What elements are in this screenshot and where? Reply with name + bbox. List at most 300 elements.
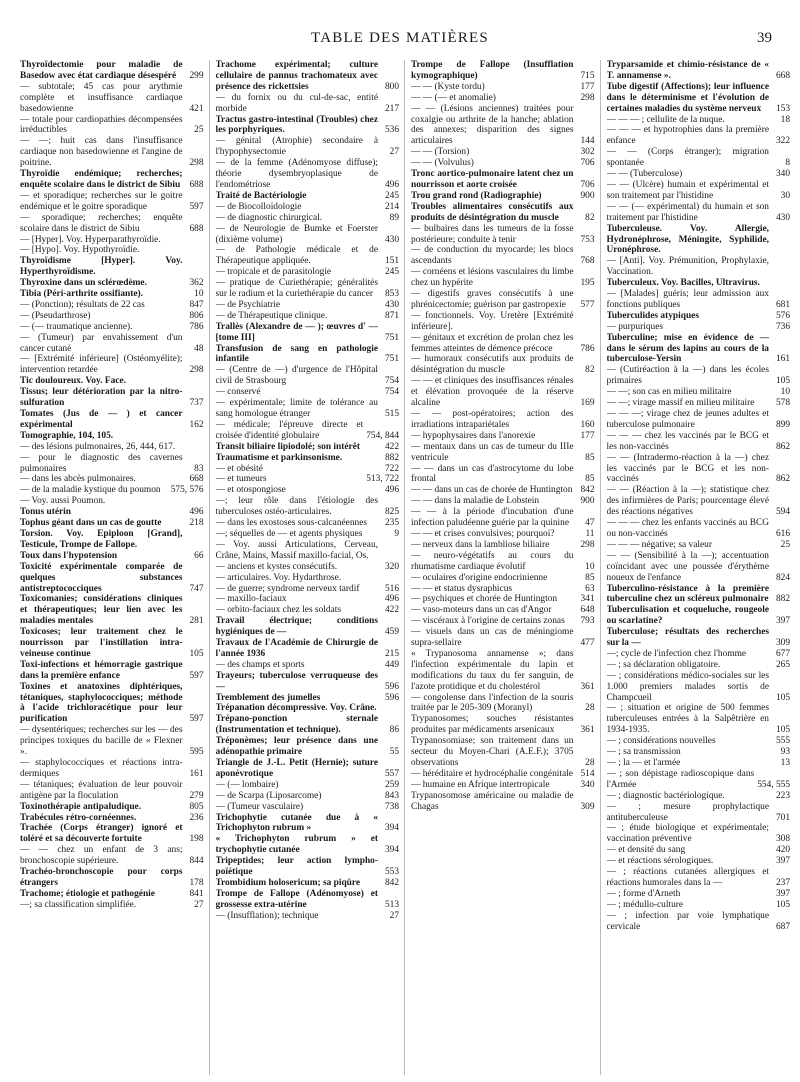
index-entry — [216, 442, 400, 453]
entry-page-ref: 736 — [775, 321, 790, 332]
entry-text: — pratique de Curiethérapie; généralités sur le radium et la curiethérapie du cancer — [215, 278, 378, 300]
entry-text: Trabécules rétro-cornéennes. — [20, 812, 137, 823]
entry-page-ref: 299 — [189, 70, 204, 81]
entry-text: Toxicomanies; considérations cliniques et thérapeutiques; leur lien avec les maladies mentales — [20, 594, 183, 627]
entry-text: — hypophysaires dans l'anorexie — [411, 430, 536, 441]
entry-page-ref: 161 — [189, 768, 204, 779]
entry-page-ref: 701 — [775, 812, 790, 823]
entry-text: Tronc aortico-pulmonaire latent chez un nourrisson et aorte croisée — [411, 169, 574, 190]
entry-text: Thyroxine dans un sclérœdème. — [20, 278, 147, 289]
entry-text: — — post-opératoires; action des irradiations intrapariétales — [411, 409, 574, 430]
index-entry — [607, 823, 791, 845]
entry-text: — (Pseudarthrose) — [20, 310, 91, 321]
entry-page-ref: 340 — [775, 169, 790, 180]
entry-page-ref: 595 — [189, 747, 204, 758]
index-entry — [607, 431, 791, 453]
index-entry — [216, 758, 400, 780]
entry-text: — des lésions pulmonaires, 26, 444, 617. — [20, 441, 176, 452]
entry-page-ref: 11 — [585, 528, 595, 539]
index-entry — [607, 387, 791, 398]
entry-page-ref: 747 — [189, 583, 204, 594]
index-entry — [607, 365, 791, 387]
entry-page-ref: 862 — [775, 441, 790, 452]
entry-page-ref: 151 — [384, 256, 399, 267]
entry-page-ref: 361 — [580, 725, 595, 736]
index-entry — [216, 911, 400, 922]
entry-page-ref: 842 — [580, 485, 595, 496]
entry-page-ref: 871 — [384, 310, 399, 321]
entry-page-ref: 25 — [194, 125, 204, 136]
index-entry — [411, 594, 595, 605]
entry-text: — expérimentale; limite de tolérance au sang homologue étranger — [215, 398, 378, 419]
entry-text: — visuels dans un cas de méningiome supra-sellaire — [411, 627, 574, 649]
entry-page-ref: 237 — [775, 877, 790, 888]
entry-page-ref: 217 — [384, 103, 399, 114]
entry-text: — — (Lésions anciennes) traitées pour coxalgie ou arthrite de la hanche; ablation des annexes; disparition des signes articulaires — [411, 103, 574, 147]
entry-page-ref: 341 — [580, 594, 595, 605]
index-column-2 — [216, 60, 406, 1075]
entry-text: — — chez un enfant de 3 ans; bronchoscopie supérieure. — [20, 845, 183, 867]
entry-text: — —; huit cas dans l'insuffisance cardiaque non basedowienne et l'angine de poitrine. — [20, 136, 183, 169]
index-entry — [411, 507, 595, 529]
entry-page-ref: 422 — [384, 441, 399, 452]
entry-page-ref: 85 — [585, 474, 595, 485]
index-entry — [20, 387, 204, 409]
entry-text: — vaso-moteurs dans un cas d'Angor — [411, 605, 552, 616]
index-entry — [216, 278, 400, 300]
index-entry — [216, 322, 400, 344]
entry-text: Thyroïdectomie pour maladie de Basedow avec état cardiaque désespéré — [20, 60, 183, 81]
entry-page-ref: 162 — [189, 419, 204, 430]
entry-page-ref: 514 — [580, 768, 595, 779]
entry-text: — et obésité — [215, 463, 263, 474]
index-entry — [216, 802, 400, 813]
entry-text: Traité de Bactériologie — [215, 190, 307, 201]
index-entry — [411, 529, 595, 540]
index-columns — [20, 60, 790, 1075]
entry-text: — tropicale et de parasitologie — [215, 267, 332, 278]
index-entry — [607, 278, 791, 289]
index-entry — [411, 693, 595, 715]
index-entry — [20, 409, 204, 431]
entry-page-ref: 825 — [384, 507, 399, 518]
index-entry — [216, 518, 400, 529]
entry-text: — et sporadique; recherches sur le goitre endémique et le goitre sporadique — [20, 190, 183, 212]
entry-text: — nerveux dans la lambliose biliaire — [411, 539, 550, 550]
index-entry — [216, 594, 400, 605]
index-entry — [607, 889, 791, 900]
entry-page-ref: 496 — [384, 485, 399, 496]
entry-page-ref: 259 — [384, 779, 399, 790]
index-entry — [216, 703, 400, 714]
index-entry — [607, 802, 791, 824]
entry-text: Transit biliaire lipiodolé; son intérêt — [215, 441, 360, 452]
entry-text: — subtotale; 45 cas pour arythmie complète et insuffisance cardiaque basedowienne — [20, 81, 183, 114]
entry-text: — de conduction du myocarde; les blocs ascendants — [411, 245, 574, 267]
entry-page-ref: 553 — [384, 867, 399, 878]
entry-text: Trépano-ponction sternale (Instrumentation et technique). — [215, 714, 378, 736]
index-entry — [607, 758, 791, 769]
entry-page-ref: 841 — [189, 888, 204, 899]
index-entry — [20, 453, 204, 475]
entry-text: Trypanosomes; souches résistantes produites par médicaments arsenicaux — [411, 714, 574, 736]
entry-page-ref: 597 — [189, 670, 204, 681]
entry-text: — et densité du sang — [606, 845, 686, 856]
entry-text: Triangle de J.-L. Petit (Hernie); suture aponévrotique — [215, 758, 378, 779]
entry-text: Tuberculose; résultats des recherches sur la — — [606, 627, 769, 649]
entry-page-ref: 160 — [580, 419, 595, 430]
entry-text: Thyroïdie endémique; recherches; enquête scolaire dans le district de Sibiu — [20, 169, 183, 190]
entry-page-ref: 298 — [580, 539, 595, 550]
index-entry — [20, 823, 204, 845]
index-entry — [411, 616, 595, 627]
entry-text: — ; sa transmission — [606, 747, 681, 758]
entry-page-ref: 513 — [384, 899, 399, 910]
entry-page-ref: 786 — [580, 343, 595, 354]
index-entry — [20, 496, 204, 507]
entry-text: — — et cliniques des insuffisances rénales et élévation provoquée de la réserve alcaline — [411, 376, 574, 409]
entry-page-ref: 105 — [775, 692, 790, 703]
entry-text: — de Biocolloïdologie — [215, 201, 302, 212]
index-entry — [411, 245, 595, 267]
entry-text: — ; infection par voie lymphatique cervicale — [606, 910, 769, 932]
index-entry — [607, 671, 791, 704]
entry-text: — —; virage massif en milieu militaire — [606, 398, 755, 409]
entry-text: — — (Kyste tordu) — [411, 81, 485, 92]
entry-page-ref: 215 — [384, 648, 399, 659]
entry-page-ref: 516 — [384, 583, 399, 594]
entry-text: — [Hyper]. Voy. Hyperparathyroïdie. — [20, 234, 161, 245]
index-entry — [607, 856, 791, 867]
entry-text: — tétaniques; évaluation de leur pouvoir antigène par la floculation — [20, 779, 183, 801]
index-entry — [607, 605, 791, 627]
index-entry — [20, 725, 204, 758]
index-entry — [20, 245, 204, 256]
entry-page-ref: 362 — [189, 278, 204, 289]
entry-page-ref: 397 — [775, 856, 790, 867]
index-entry — [607, 409, 791, 431]
index-entry — [216, 660, 400, 671]
entry-text: — neuro-végétatifs au cours du rhumatisme cardiaque évolutif — [411, 550, 574, 572]
entry-page-ref: 688 — [189, 179, 204, 190]
entry-text: — viscéraux à l'origine de certains zonas — [411, 616, 565, 627]
entry-text: — ; considérations nouvelles — [606, 736, 716, 747]
entry-page-ref: 449 — [384, 659, 399, 670]
entry-text: — — (Ulcère) humain et expérimental et son traitement par l'histidine — [606, 179, 769, 201]
entry-text: Trépanation décompressive. Voy. Crâne. — [215, 703, 377, 714]
index-entry — [411, 93, 595, 104]
entry-text: — héréditaire et hydrocéphalie congénitale — [411, 768, 573, 779]
index-entry — [216, 638, 400, 660]
entry-text: — Voy. aussi Poumon. — [20, 496, 106, 507]
index-entry — [607, 584, 791, 606]
entry-page-ref: 677 — [775, 648, 790, 659]
index-entry — [411, 431, 595, 442]
entry-text: Toxicité expérimentale comparée de quelques substances antistreptococciques — [20, 561, 183, 594]
entry-page-ref: 214 — [384, 201, 399, 212]
entry-page-ref: 236 — [189, 812, 204, 823]
index-entry — [607, 180, 791, 202]
index-entry — [216, 573, 400, 584]
index-entry — [216, 420, 400, 442]
entry-text: — — (Tuberculose) — [606, 169, 683, 180]
entry-page-ref: 753 — [580, 234, 595, 245]
entry-text: Toux dans l'hypotension — [20, 550, 118, 561]
entry-page-ref: 430 — [384, 299, 399, 310]
index-entry — [607, 169, 791, 180]
entry-text: — ; mesure prophylactique antituberculeuse — [606, 801, 769, 823]
entry-page-ref: 862 — [775, 474, 790, 485]
entry-text: — anciens et kystes consécutifs. — [215, 561, 338, 572]
entry-page-ref: 105 — [775, 376, 790, 387]
entry-text: Tremblement des jumelles — [215, 692, 321, 703]
entry-text: — (Tumeur) par envahissement d'un cancer cutané — [20, 332, 183, 354]
entry-page-ref: 63 — [585, 583, 595, 594]
entry-page-ref: 806 — [189, 310, 204, 321]
index-entry — [607, 845, 791, 856]
entry-page-ref: 596 — [384, 692, 399, 703]
index-entry — [411, 627, 595, 649]
entry-text: Tomates (Jus de — ) et cancer expérimental — [20, 409, 183, 430]
index-entry — [20, 311, 204, 322]
entry-page-ref: 394 — [384, 823, 399, 834]
index-entry — [607, 518, 791, 540]
index-entry — [20, 191, 204, 213]
page-number: 39 — [757, 30, 772, 46]
index-entry — [607, 747, 791, 758]
index-entry — [607, 485, 791, 518]
entry-text: — — (Sensibilité à la —); accentuation coïncidant avec une poussée d'érythème noueux de l'enfance — [606, 550, 769, 583]
entry-page-ref: 298 — [580, 92, 595, 103]
entry-text: Troubles alimentaires consécutifs aux produits de désintégration du muscle — [411, 201, 574, 223]
entry-page-ref: 575, 576 — [170, 485, 204, 496]
index-entry — [216, 115, 400, 137]
index-entry — [20, 562, 204, 595]
entry-text: — orbito-faciaux chez les soldats — [215, 605, 341, 616]
entry-text: — maxillo-faciaux — [215, 594, 287, 605]
entry-page-ref: 177 — [580, 81, 595, 92]
entry-page-ref: 161 — [775, 354, 790, 365]
entry-page-ref: 28 — [585, 703, 595, 714]
index-entry — [411, 169, 595, 191]
entry-text: —; cycle de l'infection chez l'homme — [606, 648, 747, 659]
entry-page-ref: 754 — [384, 376, 399, 387]
index-entry — [20, 660, 204, 682]
index-entry — [20, 507, 204, 518]
index-entry — [411, 82, 595, 93]
index-entry — [411, 409, 595, 431]
entry-text: — de la femme (Adénomyose diffuse); théorie dysembryoplasique de l'endométriose — [215, 158, 378, 190]
entry-page-ref: 513, 722 — [366, 474, 399, 485]
entry-text: — — (Réaction à la —); statistique chez des infirmières de Paris; pourcentage élevé des réactions négatives — [606, 485, 769, 518]
index-entry — [216, 474, 400, 485]
entry-page-ref: 397 — [775, 616, 790, 627]
entry-text: — pour le diagnostic des cavernes pulmonaires — [20, 452, 183, 474]
index-entry — [607, 736, 791, 747]
entry-page-ref: 648 — [580, 605, 595, 616]
index-entry — [20, 485, 204, 496]
entry-text: — oculaires d'origine endocrinienne — [411, 572, 548, 583]
index-entry — [216, 605, 400, 616]
entry-text: — —; son cas en milieu militaire — [606, 387, 732, 398]
entry-page-ref: 218 — [189, 518, 204, 529]
index-entry — [607, 224, 791, 257]
index-entry — [411, 649, 595, 693]
index-entry — [411, 267, 595, 289]
entry-page-ref: 83 — [194, 463, 204, 474]
index-entry — [20, 474, 204, 485]
entry-text: — totale pour cardiopathies décompensées irréductibles — [20, 114, 183, 136]
entry-text: — et réactions sérologiques. — [606, 856, 714, 867]
index-entry — [20, 213, 204, 235]
entry-page-ref: 754, 844 — [366, 430, 399, 441]
entry-page-ref: 235 — [384, 518, 399, 529]
entry-text: Trompe de Fallope (Adénomyose) et grossesse extra-utérine — [215, 888, 378, 910]
entry-text: — — et status dysraphicus — [411, 583, 513, 594]
entry-text: Trypanosomose américaine ou maladie de Chagas — [411, 790, 574, 812]
entry-page-ref: 515 — [384, 409, 399, 419]
entry-text: — — dans un cas d'astrocytome du lobe frontal — [411, 463, 574, 485]
index-entry — [411, 60, 595, 82]
index-entry — [411, 769, 595, 780]
entry-text: — de la maladie kystique du poumon — [20, 485, 161, 496]
entry-text: — bulbaires dans les tumeurs de la fosse postérieure; conduite à tenir — [411, 223, 574, 245]
entry-text: Tripeptides; leur action lympho-poïétique — [215, 856, 378, 878]
index-entry — [216, 93, 400, 115]
entry-text: Toxines et anatoxines diphtériques, tétaniques, staphylococciques; méthode à l'acide trichloracétique pour leur purification — [20, 681, 183, 725]
index-entry — [411, 496, 595, 507]
index-entry — [607, 82, 791, 115]
entry-text: Tractus gastro-intestinal (Troubles) chez les porphyriques. — [215, 114, 378, 136]
entry-text: — (— traumatique ancienne). — [20, 321, 133, 332]
entry-page-ref: 899 — [775, 419, 790, 430]
entry-text: — (Tumeur vasculaire) — [215, 801, 304, 812]
entry-page-ref: 198 — [189, 834, 204, 845]
entry-text: Trompe de Fallope (Insufflation kymographique) — [411, 60, 574, 81]
index-entry — [411, 605, 595, 616]
entry-text: — Voy. aussi Articulations, Cerveau, Crâne, Mains, Massif maxillo-facial, Os. — [215, 539, 378, 561]
entry-text: — ; diagnostic bactériologique. — [606, 790, 725, 801]
entry-page-ref: 706 — [580, 179, 595, 190]
entry-page-ref: 597 — [189, 714, 204, 725]
entry-page-ref: 805 — [189, 801, 204, 812]
index-entry — [607, 791, 791, 802]
entry-page-ref: 298 — [189, 158, 204, 169]
entry-text: Trayeurs; tuberculose verruqueuse des — — [215, 670, 378, 692]
index-entry — [20, 354, 204, 376]
index-entry — [411, 158, 595, 169]
entry-page-ref: 48 — [194, 343, 204, 354]
entry-page-ref: 853 — [384, 289, 399, 300]
entry-text: Transfusion de sang en pathologie infantile — [215, 343, 378, 365]
index-column-4 — [607, 60, 791, 1075]
entry-page-ref: 557 — [384, 768, 399, 779]
entry-page-ref: 178 — [189, 877, 204, 888]
index-entry — [20, 845, 204, 867]
index-entry — [607, 540, 791, 551]
entry-page-ref: 105 — [775, 725, 790, 736]
index-entry — [411, 791, 595, 813]
entry-page-ref: 477 — [580, 638, 595, 649]
entry-page-ref: 842 — [384, 877, 399, 888]
entry-page-ref: 281 — [189, 616, 204, 627]
entry-text: — ; forme d'Arneth — [606, 888, 681, 899]
entry-page-ref: 496 — [189, 507, 204, 518]
entry-page-ref: 89 — [389, 212, 399, 223]
entry-page-ref: 578 — [775, 398, 790, 409]
index-entry — [607, 60, 791, 82]
entry-page-ref: 751 — [384, 332, 399, 343]
entry-page-ref: 28 — [585, 758, 595, 768]
index-entry — [20, 758, 204, 780]
entry-page-ref: 768 — [580, 256, 595, 267]
index-entry — [216, 693, 400, 704]
index-entry — [216, 136, 400, 158]
entry-text: — humaine en Afrique intertropicale — [411, 779, 550, 790]
index-entry — [607, 900, 791, 911]
index-entry — [20, 780, 204, 802]
entry-text: Trichophytie cutanée due à « Trichophyton rubrum » — [215, 812, 378, 834]
entry-page-ref: 754 — [384, 387, 399, 398]
index-entry — [20, 813, 204, 824]
index-entry — [411, 147, 595, 158]
entry-page-ref: 900 — [580, 496, 595, 507]
index-entry — [20, 136, 204, 169]
entry-text: — ; situation et origine de 500 femmes tuberculeuses entrées à la Salpêtrière en 1934-1935. — [606, 703, 769, 736]
index-entry — [216, 714, 400, 736]
entry-page-ref: 430 — [775, 212, 790, 223]
entry-text: Trachéo-bronchoscopie pour corps étrangers — [20, 867, 183, 888]
entry-text: — ; étude biologique et expérimentale; vaccination préventive — [606, 823, 769, 845]
index-entry — [20, 322, 204, 333]
entry-page-ref: 668 — [775, 70, 790, 81]
entry-page-ref: 245 — [384, 190, 399, 201]
entry-page-ref: 786 — [189, 321, 204, 332]
entry-page-ref: 279 — [189, 790, 204, 801]
entry-page-ref: 496 — [384, 594, 399, 605]
entry-page-ref: 844 — [189, 856, 204, 867]
entry-page-ref: 47 — [585, 518, 595, 529]
entry-text: — ; son dépistage radioscopique dans l'Armée — [606, 768, 755, 790]
entry-page-ref: 309 — [580, 801, 595, 812]
entry-page-ref: 223 — [775, 790, 790, 801]
entry-page-ref: 85 — [585, 572, 595, 583]
index-entry — [20, 333, 204, 355]
index-entry — [411, 333, 595, 355]
index-entry — [216, 485, 400, 496]
entry-text: Trypanosomiase; son traitement dans un secteur du Moyen-Chari (A.E.F.); 3705 observations — [411, 736, 574, 768]
index-entry — [411, 780, 595, 791]
entry-page-ref: 459 — [384, 627, 399, 638]
entry-text: Tonus utérin — [20, 507, 71, 518]
index-entry — [411, 354, 595, 376]
entry-text: — et tumeurs — [215, 474, 267, 485]
entry-text: — [Hypo]. Voy. Hypothyroïdie. — [20, 245, 140, 256]
entry-page-ref: 751 — [384, 354, 399, 365]
index-entry — [607, 911, 791, 933]
entry-page-ref: 793 — [580, 616, 595, 627]
entry-text: « Trypanosoma annamense »; dans l'infection expérimentale du lapin et modifications du taux du fer sanguin, de l'azote protidique et du cholestérol — [411, 648, 574, 692]
entry-text: — du fornix ou du cul-de-sac, entité morbide — [215, 92, 378, 114]
entry-text: — — à la période d'incubation d'une infection paludéenne guérie par la quinine — [411, 507, 574, 529]
entry-text: Trachée (Corps étranger) ignoré et toléré et sa découverte fortuite — [20, 823, 183, 845]
index-entry — [216, 300, 400, 311]
entry-page-ref: 616 — [775, 528, 790, 539]
index-entry — [216, 224, 400, 246]
entry-page-ref: 715 — [580, 70, 595, 81]
entry-page-ref: 195 — [580, 278, 595, 289]
entry-text: Trallès (Alexandre de — ); œuvres d' — [tome III] — [215, 321, 378, 343]
